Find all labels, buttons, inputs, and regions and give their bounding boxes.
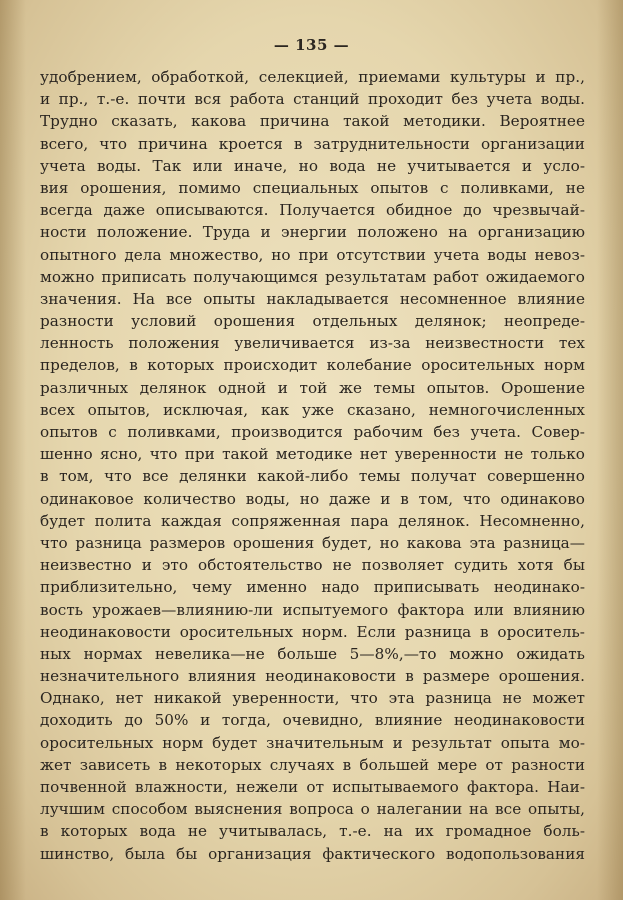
- text-line: в которых вода не учитывалась, т.-е. на их громадное боль-: [40, 822, 585, 841]
- page-number: — 135 —: [273, 36, 350, 54]
- text-line: удобрением, обработкой, селекцией, приемами культуры и пр.,: [40, 68, 585, 86]
- text-line: вия орошения, помимо специальных опытов с поливками, не: [40, 178, 585, 197]
- text-line: оросительных норм будет значительным и результат опыта мо-: [40, 733, 585, 752]
- text-line: разности условий орошения отдельных делянок; неопреде-: [40, 312, 585, 331]
- text-line: всех опытов, исключая, как уже сказано, немногочисленных: [40, 400, 585, 419]
- text-line: шенно ясно, что при такой методике нет уверенности не только: [40, 445, 585, 464]
- text-line: учета воды. Так или иначе, но вода не учитывается и усло-: [40, 156, 585, 175]
- text-line: опытного дела множество, но при отсутствии учета воды невоз-: [40, 245, 585, 264]
- text-line: шинство, была бы организация фактического водопользования: [40, 844, 585, 863]
- page-right-edge-shadow: [597, 0, 623, 900]
- text-line: в том, что все делянки какой-либо темы получат совершенно: [40, 467, 585, 486]
- text-line: вость урожаев—влиянию-ли испытуемого фактора или влиянию: [40, 600, 585, 619]
- text-line: Трудно сказать, какова причина такой методики. Вероятнее: [40, 112, 585, 131]
- text-line: всегда даже описываются. Получается обидное до чрезвычай-: [40, 201, 585, 220]
- text-line: ности положение. Труда и энергии положено на организацию: [40, 223, 585, 242]
- text-line: жет зависеть в некоторых случаях в большей мере от разности: [40, 755, 585, 774]
- text-line: одинаковое количество воды, но даже и в том, что одинаково: [40, 489, 585, 508]
- text-line: и пр., т.-е. почти вся работа станций проходит без учета воды.: [40, 90, 585, 109]
- text-line: Однако, нет никакой уверенности, что эта разница не может: [40, 689, 585, 708]
- page-left-edge-shadow: [0, 0, 26, 900]
- text-line: приблизительно, чему именно надо приписывать неодинако-: [40, 578, 585, 597]
- text-line: незначительного влияния неодинаковости в размере орошения.: [40, 667, 585, 686]
- text-line: доходить до 50% и тогда, очевидно, влияние неодинаковости: [40, 711, 585, 730]
- text-line: неизвестно и это обстоятельство не позволяет судить хотя бы: [40, 556, 585, 575]
- text-line: ных нормах невелика—не больше 5—8%,—то можно ожидать: [40, 644, 585, 663]
- text-line: неодинаковости оросительных норм. Если разница в ороситель-: [40, 622, 585, 641]
- text-line: что разница размеров орошения будет, но какова эта разница—: [40, 533, 585, 552]
- text-line: почвенной влажности, нежели от испытываемого фактора. Наи-: [40, 778, 585, 796]
- text-line: различных делянок одной и той же темы опытов. Орошение: [40, 378, 585, 397]
- body-text: [40, 66, 585, 865]
- text-line: лучшим способом выяснения вопроса о налегании на все опыты,: [40, 800, 585, 819]
- text-line: пределов, в которых происходит колебание оросительных норм: [40, 356, 585, 375]
- text-line: можно приписать получающимся результатам работ ожидаемого: [40, 267, 585, 286]
- text-line: ленность положения увеличивается из-за неизвестности тех: [40, 334, 585, 353]
- text-line: значения. На все опыты накладывается несомненное влияние: [40, 289, 585, 308]
- text-line: опытов с поливками, производится рабочим без учета. Совер-: [40, 423, 585, 441]
- text-line: будет полита каждая сопряженная пара делянок. Несомненно,: [40, 511, 585, 530]
- text-line: всего, что причина кроется в затруднительности организации: [40, 134, 585, 153]
